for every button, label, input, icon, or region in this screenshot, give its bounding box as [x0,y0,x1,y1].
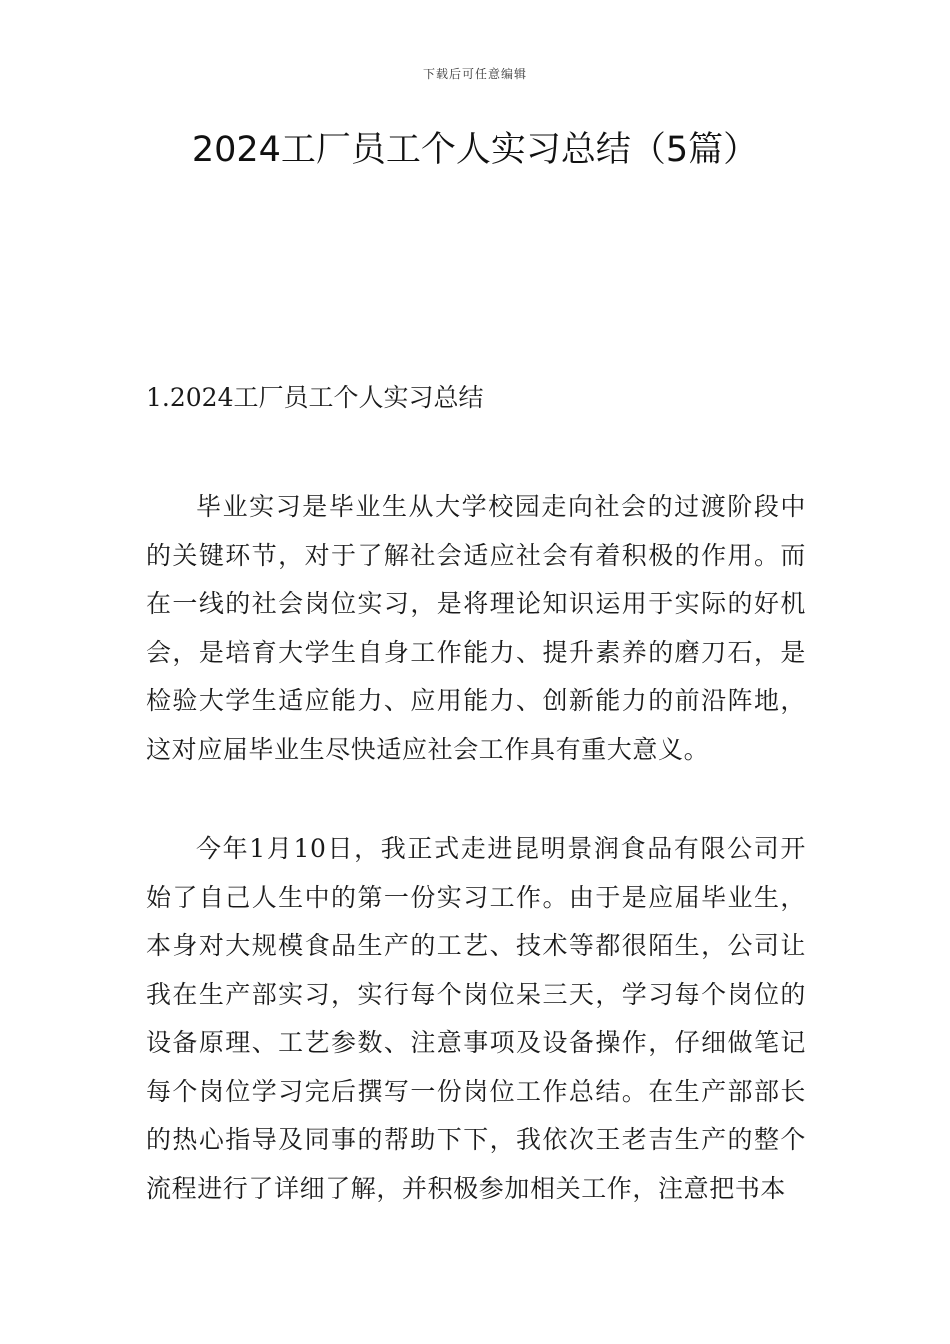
header-note: 下载后可任意编辑 [422,67,527,81]
body-paragraph-1: 毕业实习是毕业生从大学校园走向社会的过渡阶段中的关键环节，对于了解社会适应社会有着积极的作用。而在一线的社会岗位实习，是将理论知识运用于实际的好机会，是培育大学生自身工作能力、提升素养的磨刀石，是检验大学生适应能力、应用能力、创新能力的前沿阵地，这对应届毕业生尽快适应社会工作具有重大意义。 [146,492,806,764]
body-paragraph-2: 今年1月10日，我正式走进昆明景润食品有限公司开始了自己人生中的第一份实习工作。由于是应届毕业生，本身对大规模食品生产的工艺、技术等都很陌生，公司让我在生产部实习，实行每个岗位呆三天，学习每个岗位的设备原理、工艺参数、注意事项及设备操作，仔细做笔记每个岗位学习完后撰写一份岗位工作总结。在生产部部长的热心指导及同事的帮助下下，我依次王老吉生产的整个流程进行了详细了解，并积极参加相关工作，注意把书本 [146,834,806,1203]
document-title: 2024工厂员工个人实习总结（5篇） [191,130,759,170]
section-heading: 1.2024工厂员工个人实习总结 [146,383,484,412]
